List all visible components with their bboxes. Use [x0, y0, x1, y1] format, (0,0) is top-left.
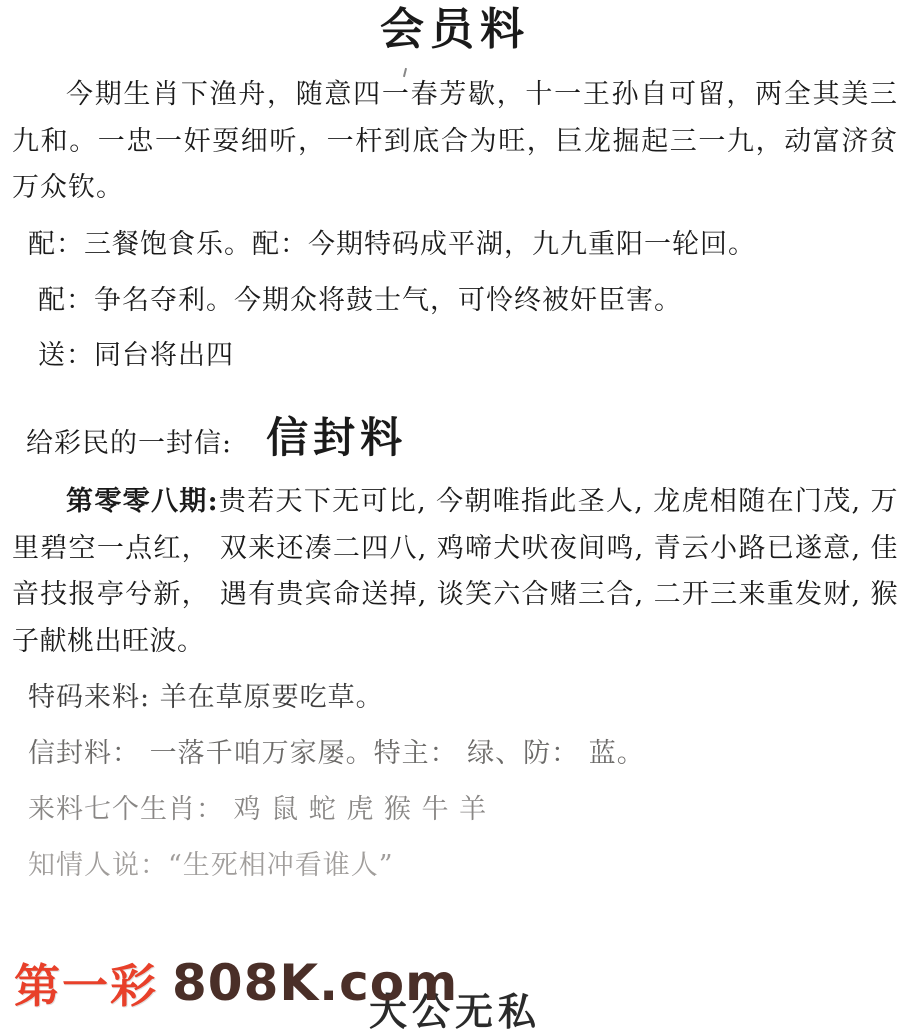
- page-title: 会员料: [380, 4, 530, 55]
- letter-sub-title: 信封料: [266, 413, 408, 463]
- letter-header: [12, 405, 898, 465]
- special-code-line: 特码来料: 羊在草原要吃草。: [28, 682, 384, 714]
- match-line-2: 配：争名夺利。今期众将鼓士气，可怜终被奸臣害。: [38, 284, 682, 316]
- watermark-site: 808K.com: [172, 954, 459, 1012]
- envelope-material-line: 信封料： 一落千咱万家屡。特主： 绿、防： 蓝。: [28, 738, 645, 770]
- letter-body-text: 贵若天下无可比, 今朝唯指此圣人, 龙虎相随在门茂, 万里碧空一点红， 双来还凑二四八, 鸡啼犬吠夜间鸣, 青云小路已遂意, 佳音技报亭兮新， 遇有贵宾命送掉, 谈笑六合赌三合, 二开三来重发财, 猴子献桃出旺波。: [12, 486, 898, 657]
- footer-title: 大公无私: [368, 989, 541, 1034]
- match-line-1: 配：三餐饱食乐。配：今期特码成平湖，九九重阳一轮回。: [28, 228, 756, 260]
- letter-body: [12, 479, 898, 665]
- poem-paragraph: 今期生肖下渔舟，随意四一春芳歇，十一王孙自可留，两全其美三九和。一忠一奸耍细听，一杆到底合为旺，巨龙掘起三一九，动富济贫万众钦。: [12, 79, 898, 204]
- letter-lead-label: 给彩民的一封信:: [26, 428, 233, 460]
- issue-label: 第零零八期:: [66, 486, 219, 518]
- watermark-brand: 第一彩: [14, 959, 158, 1013]
- seven-zodiac-line: 来料七个生肖： 鸡 鼠 蛇 虎 猴 牛 羊: [28, 793, 488, 825]
- insider-quote-line: 知情人说：“生死相冲看谁人”: [28, 849, 394, 881]
- gift-line: 送：同台将出四: [38, 340, 234, 372]
- watermark: [14, 950, 458, 1016]
- document-page: [0, 4, 910, 1034]
